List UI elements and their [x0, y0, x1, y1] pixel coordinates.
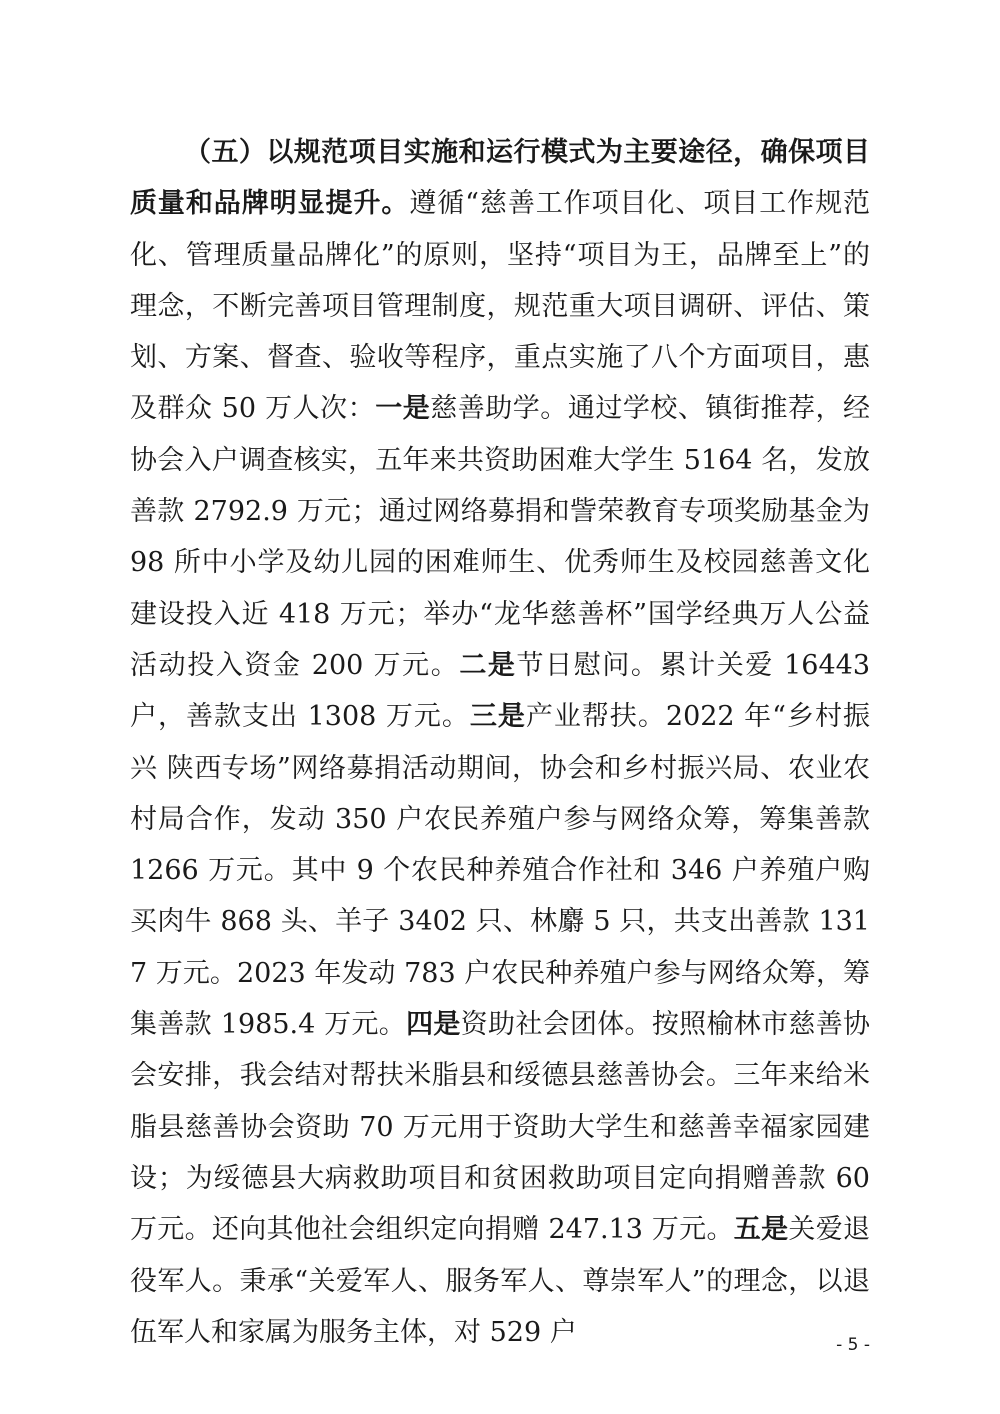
item-2-label: 二是 [459, 649, 517, 681]
item-3-label: 三是 [469, 701, 526, 733]
section-heading: （五）以规范项目实施和运行模式为主要途径，确保项目质量和品牌明显提升。 [130, 137, 870, 220]
item-3-text: 产业帮扶。2022 年“乡村振兴 陕西专场”网络募捐活动期间，协会和乡村振兴局、农业农村局合作，发动 350 户农民养殖户参与网络众筹，筹集善款 1266 万元。其中 9 个农民种养殖合作社和 346 户养殖户购买肉牛 868 头、羊子 3402 只、林麝 5 只，共支出善款 1317 万元。2023 年发动 783 户农民种养殖户参与网络众筹，筹集善款 1985.4 万元。 [130, 701, 870, 1041]
body-paragraph [130, 127, 870, 1358]
intro-text: 遵循“慈善工作项目化、项目工作规范化、管理质量品牌化”的原则，坚持“项目为王，品牌至上”的理念，不断完善项目管理制度，规范重大项目调研、评估、策划、方案、督查、验收等程序，重点实施了八个方面项目，惠及群众 50 万人次： [130, 188, 870, 425]
item-2-text: 节日慰问。累计关爱 16443 户，善款支出 1308 万元。 [130, 649, 870, 733]
item-4-text: 资助社会团体。按照榆林市慈善协会安排，我会结对帮扶米脂县和绥德县慈善协会。三年来给米脂县慈善协会资助 70 万元用于资助大学生和慈善幸福家园建设；为绥德县大病救助项目和贫困救助项目定向捐赠善款 60 万元。还向其他社会组织定向捐赠 247.13 万元。 [130, 1009, 871, 1246]
item-1-text: 慈善助学。通过学校、镇街推荐，经协会入户调查核实，五年来共资助困难大学生 5164 名，发放善款 2792.9 万元；通过网络募捐和訾荣教育专项奖励基金为 98 所中小学及幼儿园的困难师生、优秀师生及校园慈善文化建设投入近 418 万元；举办“龙华慈善杯”国学经典万人公益活动投入资金 200 万元。 [130, 393, 871, 681]
item-5-text: 关爱退役军人。秉承“关爱军人、服务军人、尊崇军人”的理念，以退伍军人和家属为服务主体，对 529 户 [130, 1214, 871, 1348]
item-1-label: 一是 [375, 393, 431, 425]
item-5-label: 五是 [733, 1214, 789, 1246]
page-number: - 5 - [836, 1335, 870, 1355]
item-4-label: 四是 [406, 1009, 461, 1041]
